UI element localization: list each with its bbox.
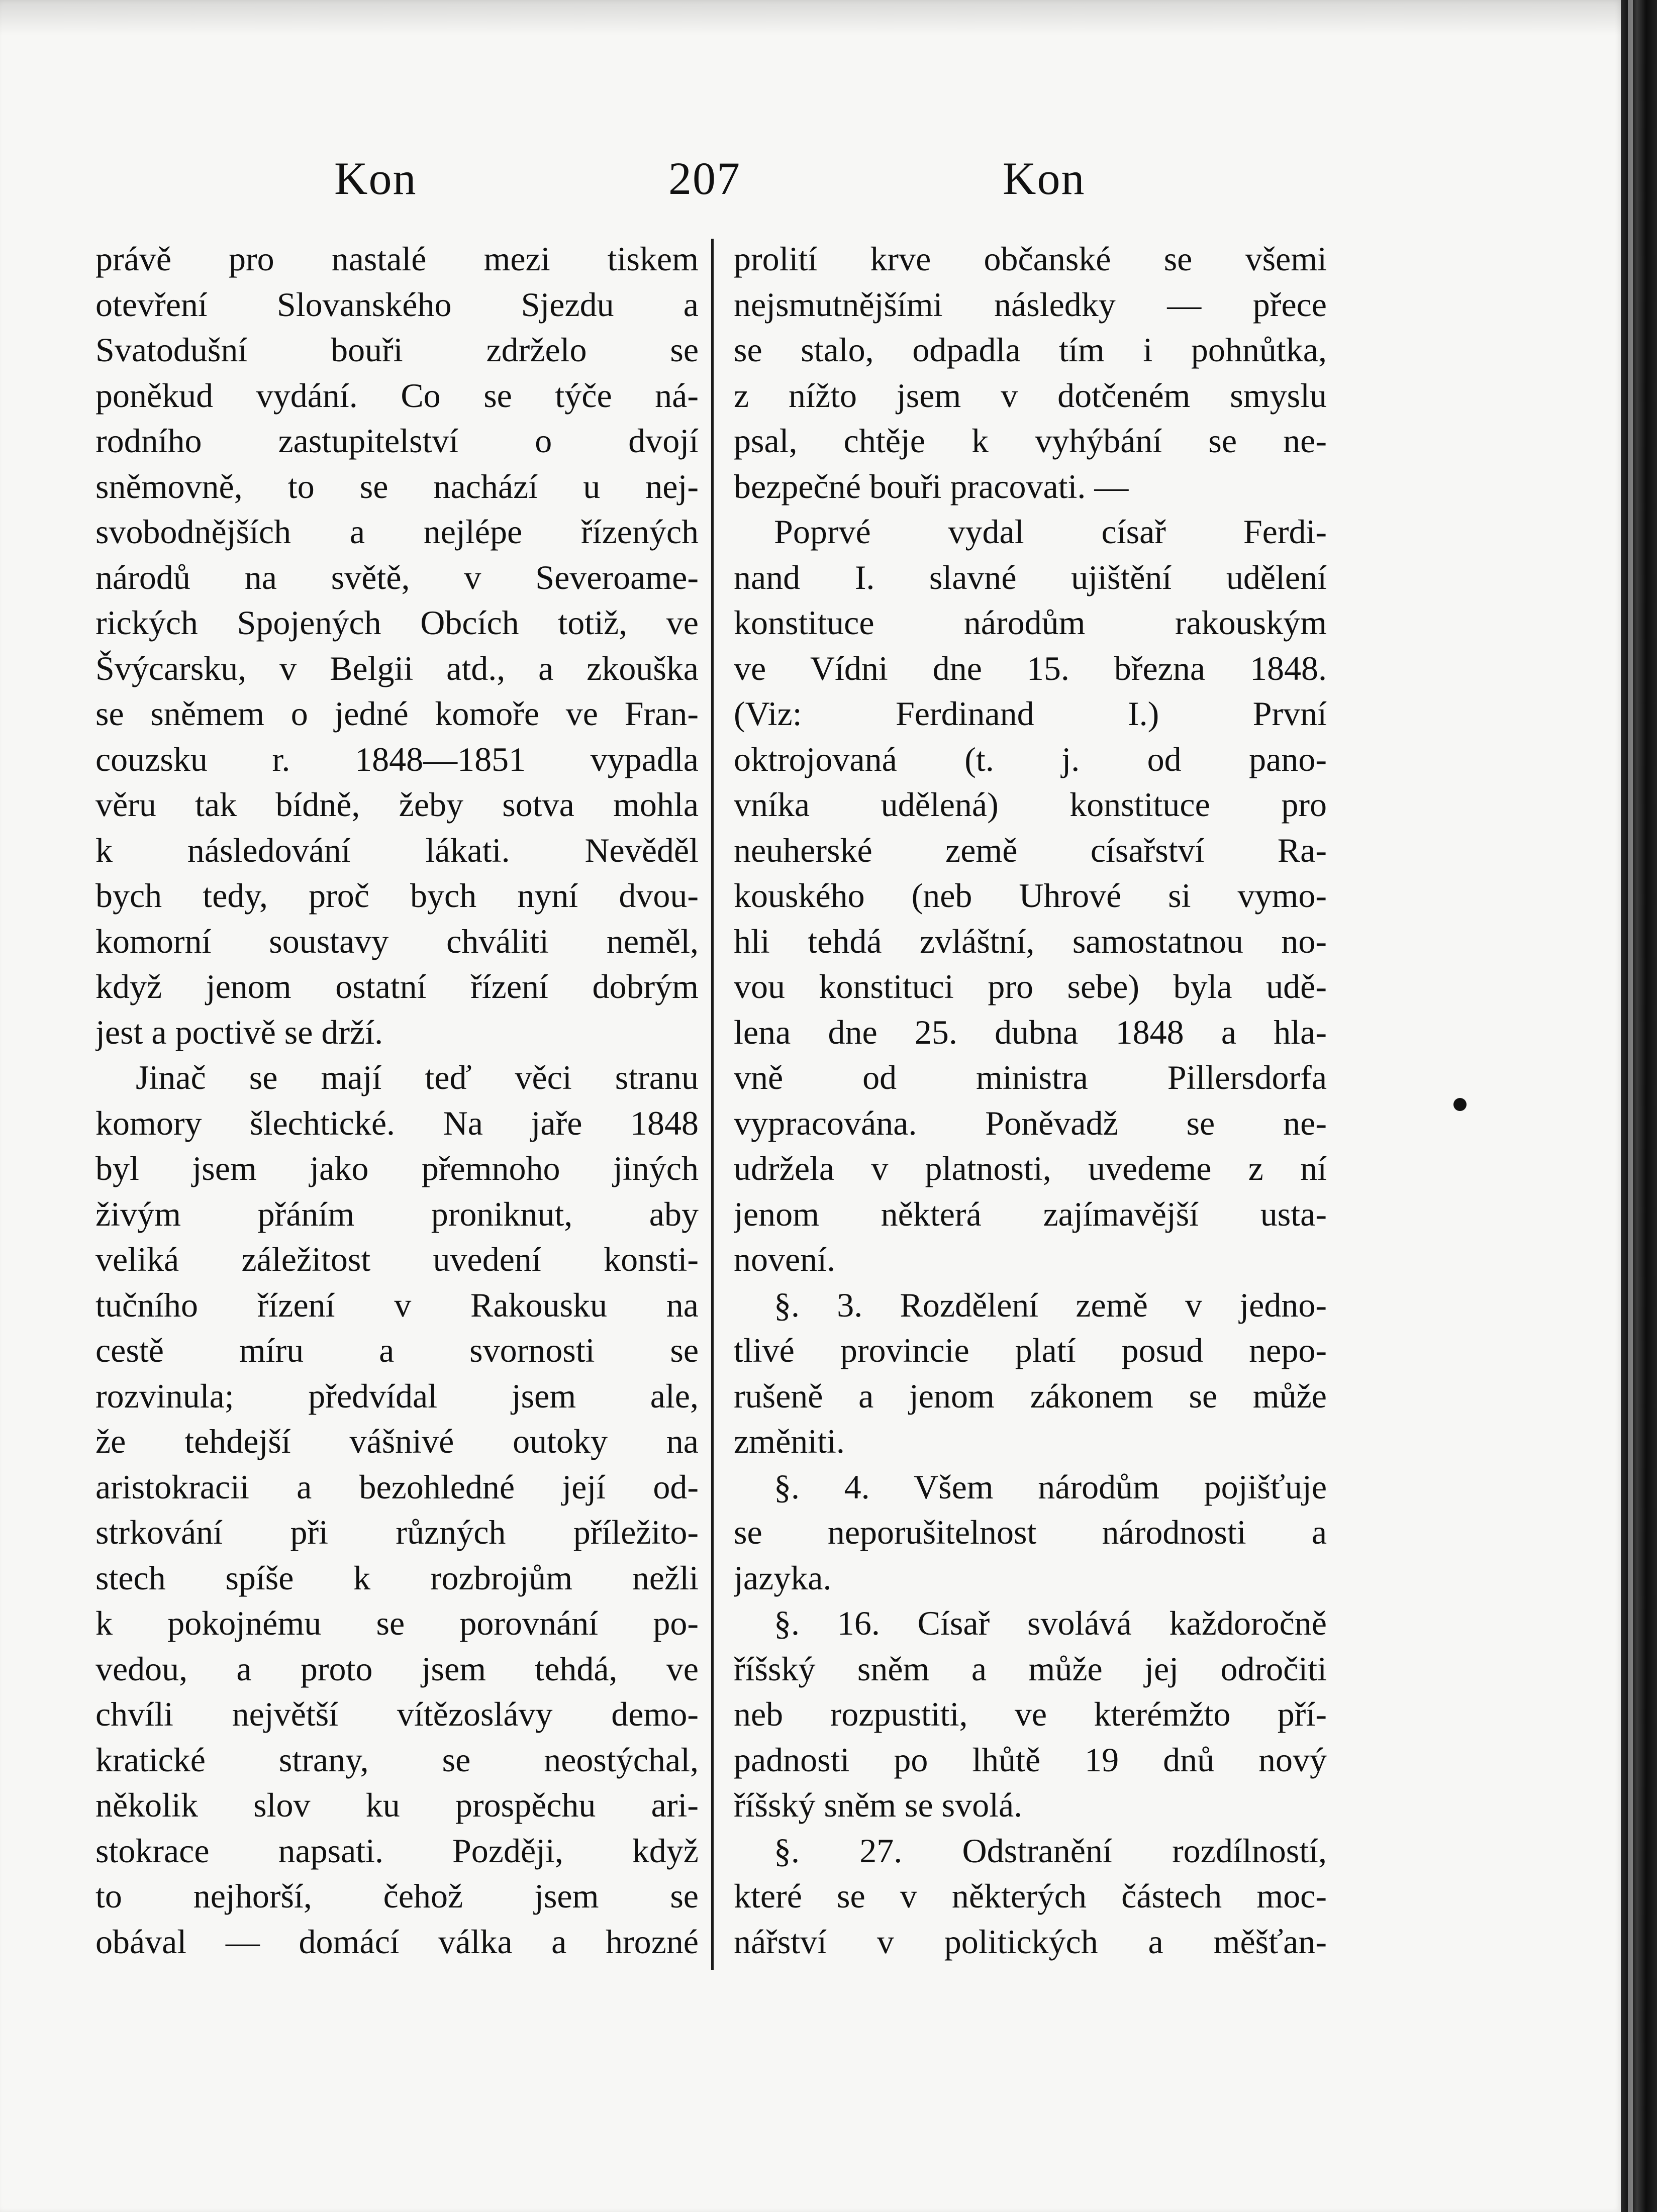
text-line: hli tehdá zvláštní, samostatnou no-	[734, 922, 1327, 960]
text-line: jenom některá zajímavější usta-	[734, 1194, 1327, 1233]
text-line: cestě míru a svornosti se	[95, 1331, 699, 1369]
text-line: jest a poctivě se drží.	[95, 1013, 383, 1051]
text-line: živým přáním proniknut, aby	[95, 1194, 699, 1233]
text-line: oktrojovaná (t. j. od pano-	[734, 740, 1327, 778]
text-line: §. 16. Císař svolává každoročně	[774, 1604, 1327, 1642]
text-line: lena dne 25. dubna 1848 a hla-	[734, 1013, 1327, 1051]
text-line: couzsku r. 1848—1851 vypadla	[95, 740, 699, 778]
text-line: chvíli největší vítězoslávy demo-	[95, 1695, 699, 1733]
text-line: Švýcarsku, v Belgii atd., a zkouška	[95, 649, 699, 687]
text-line: vedou, a proto jsem tehdá, ve	[95, 1649, 699, 1688]
text-line: říšský sněm se svolá.	[734, 1786, 1023, 1824]
right-text-column	[734, 236, 1327, 1964]
text-line: rozvinula; předvídal jsem ale,	[95, 1376, 699, 1415]
text-line: Poprvé vydal císař Ferdi-	[774, 513, 1327, 551]
text-line: z nížto jsem v dotčeném smyslu	[734, 376, 1327, 415]
column-divider-rule	[711, 239, 714, 1970]
text-line: k následování lákati. Nevěděl	[95, 831, 699, 869]
text-line: několik slov ku prospěchu ari-	[95, 1786, 699, 1824]
running-header	[0, 143, 1621, 214]
text-line: kouského (neb Uhrové si vymo-	[734, 876, 1327, 915]
text-line: neuherské země císařství Ra-	[734, 831, 1327, 869]
text-line: prolití krve občanské se všemi	[734, 240, 1327, 278]
text-line: strkování při různých příležito-	[95, 1513, 699, 1551]
text-line: že tehdejší vášnivé outoky na	[95, 1422, 699, 1460]
text-line: věru tak bídně, žeby sotva mohla	[95, 785, 699, 824]
text-line: aristokracii a bezohledné její od-	[95, 1467, 699, 1506]
text-line: otevření Slovanského Sjezdu a	[95, 285, 699, 324]
text-line: když jenom ostatní řízení dobrým	[95, 967, 699, 1006]
text-line: kratické strany, se neostýchal,	[95, 1740, 699, 1779]
text-line: nand I. slavné ujištění udělení	[734, 558, 1327, 596]
text-line: právě pro nastalé mezi tiskem	[95, 240, 699, 278]
text-line: tučního řízení v Rakousku na	[95, 1285, 699, 1324]
text-line: komory šlechtické. Na jaře 1848	[95, 1103, 699, 1142]
text-line: svobodnějších a nejlépe řízených	[95, 513, 699, 551]
text-line: byl jsem jako přemnoho jiných	[95, 1149, 699, 1187]
text-line: veliká záležitost uvedení konsti-	[95, 1240, 699, 1278]
text-line: stokrace napsati. Později, když	[95, 1831, 699, 1870]
text-line: psal, chtěje k vyhýbání se ne-	[734, 422, 1327, 460]
left-text-column	[95, 236, 699, 1964]
text-line: k pokojnému se porovnání po-	[95, 1604, 699, 1642]
text-line: stech spíše k rozbrojům nežli	[95, 1558, 699, 1597]
text-line: jazyka.	[734, 1558, 832, 1597]
text-line: vypracována. Poněvadž se ne-	[734, 1103, 1327, 1142]
text-line: poněkud vydání. Co se týče ná-	[95, 376, 699, 415]
text-line: změniti.	[734, 1422, 845, 1460]
text-line: rušeně a jenom zákonem se může	[734, 1376, 1327, 1415]
text-line: rodního zastupitelství o dvojí	[95, 422, 699, 460]
text-line: novení.	[734, 1240, 836, 1278]
header-right-keyword: Kon	[1003, 153, 1086, 204]
text-line: konstituce národům rakouským	[734, 604, 1327, 642]
text-line: vou konstituci pro sebe) byla udě-	[734, 967, 1327, 1006]
text-line: vně od ministra Pillersdorfa	[734, 1058, 1327, 1096]
text-line: komorní soustavy chváliti neměl,	[95, 922, 699, 960]
page-edge-stripe	[1628, 0, 1633, 2212]
text-line: nářství v politických a měšťan-	[734, 1922, 1327, 1961]
header-left-keyword: Kon	[334, 153, 417, 204]
text-line: bych tedy, proč bych nyní dvou-	[95, 876, 699, 915]
text-line: to nejhorší, čehož jsem se	[95, 1877, 699, 1915]
text-line: Jinač se mají teď věci stranu	[136, 1058, 699, 1096]
text-line: neb rozpustiti, ve kterémžto pří-	[734, 1695, 1327, 1733]
text-line: udržela v platnosti, uvedeme z ní	[734, 1149, 1327, 1187]
text-line: obával — domácí válka a hrozné	[95, 1922, 699, 1961]
text-line: (Viz: Ferdinand I.) První	[734, 694, 1327, 733]
text-line: ve Vídni dne 15. března 1848.	[734, 649, 1327, 687]
text-line: §. 3. Rozdělení země v jedno-	[774, 1285, 1327, 1324]
text-line: se neporušitelnost národnosti a	[734, 1513, 1327, 1551]
text-line: §. 4. Všem národům pojišťuje	[774, 1467, 1327, 1506]
page-number: 207	[668, 153, 741, 204]
page-top-shadow	[0, 0, 1621, 35]
text-line: tlivé provincie platí posud nepo-	[734, 1331, 1327, 1369]
text-line: sněmovně, to se nachází u nej-	[95, 467, 699, 506]
text-line: vníka udělená) konstituce pro	[734, 785, 1327, 824]
text-line: říšský sněm a může jej odročiti	[734, 1649, 1327, 1688]
text-line: Svatodušní bouři zdrželo se	[95, 331, 699, 369]
text-line: národů na světě, v Severoame-	[95, 558, 699, 596]
text-line: se sněmem o jedné komoře ve Fran-	[95, 694, 699, 733]
text-line: bezpečné bouři pracovati. —	[734, 467, 1129, 506]
text-line: které se v některých částech moc-	[734, 1877, 1327, 1915]
ink-dot	[1453, 1098, 1467, 1111]
text-line: nejsmutnějšími následky — přece	[734, 285, 1327, 324]
text-line: se stalo, odpadla tím i pohnůtka,	[734, 331, 1327, 369]
text-line: rických Spojených Obcích totiž, ve	[95, 604, 699, 642]
book-binding-edge	[1621, 0, 1657, 2212]
text-line: §. 27. Odstranění rozdílností,	[774, 1831, 1327, 1870]
text-line: padnosti po lhůtě 19 dnů nový	[734, 1740, 1327, 1779]
